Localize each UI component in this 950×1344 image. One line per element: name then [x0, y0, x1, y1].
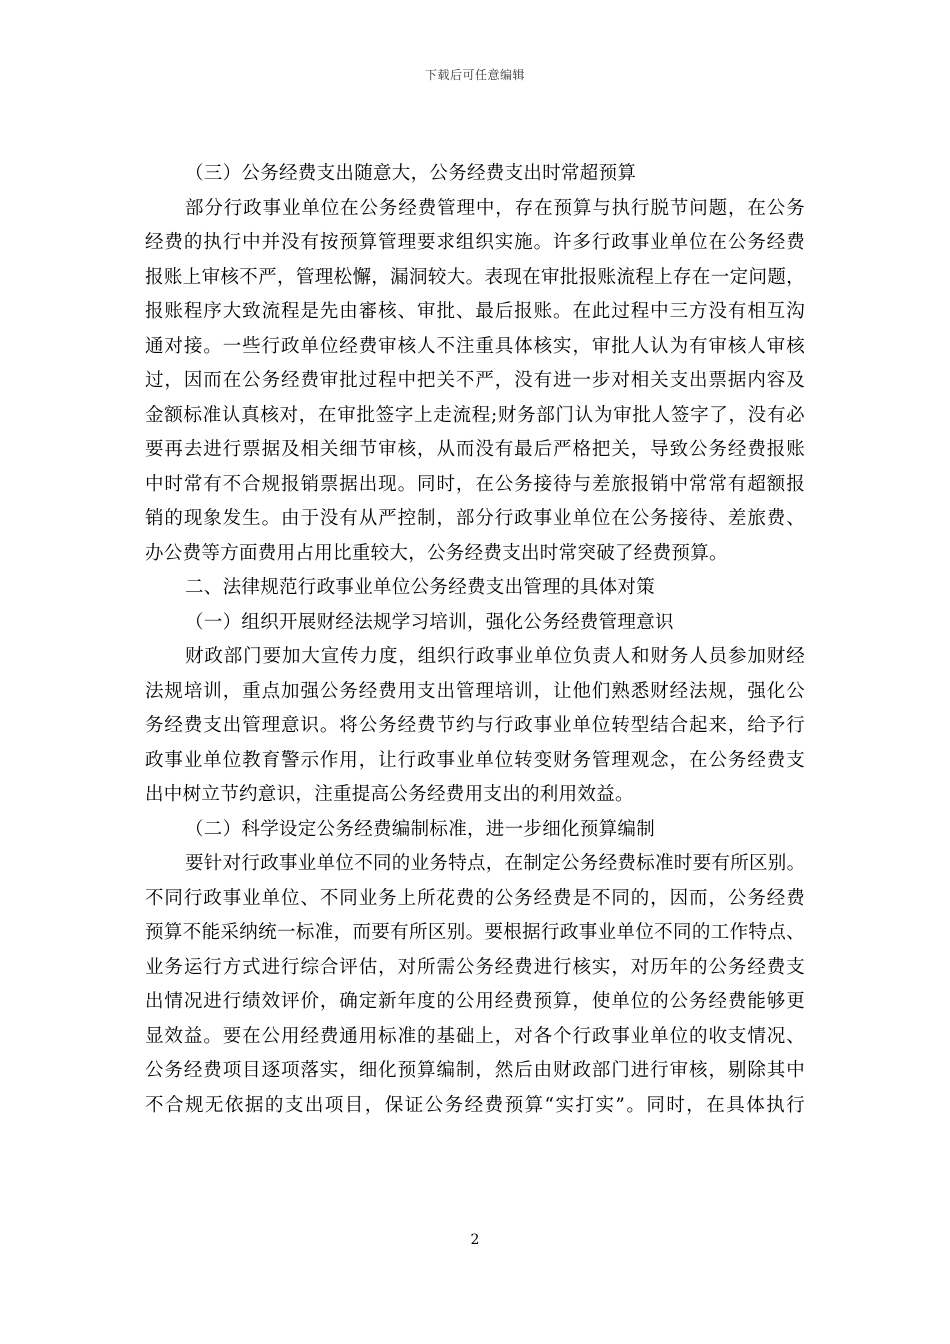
text-line: 不同行政事业单位、不同业务上所花费的公务经费是不同的，因而，公务经费	[145, 887, 805, 909]
text-line: 出中树立节约意识，注重提高公务经费用支出的利用效益。	[145, 784, 634, 805]
text-line: （一）组织开展财经法规学习培训，强化公务经费管理意识	[185, 611, 674, 633]
page-header: 下载后可任意编辑	[424, 68, 525, 82]
text-line: 销的现象发生。由于没有从严控制，部分行政事业单位在公务接待、差旅费、	[145, 508, 805, 529]
text-line: （二）科学设定公务经费编制标准，进一步细化预算编制	[185, 818, 656, 840]
text-line: 报账程序大致流程是先由審核、审批、最后报账。在此过程中三方没有相互沟	[145, 301, 805, 322]
text-line: 部分行政事业单位在公务经费管理中，存在预算与执行脱节问题，在公务	[185, 197, 805, 219]
text-line: 金额标准认真核对，在审批签字上走流程;财务部门认为审批人签字了，没有必	[145, 404, 805, 426]
text-line: 公务经费项目逐项落实，细化预算编制，然后由财政部门进行审核，剔除其中	[145, 1060, 805, 1081]
text-line: 预算不能采纳统一标准，而要有所区别。要根据行政事业单位不同的工作特点、	[145, 922, 805, 943]
text-line: 报账上审核不严，管理松懈，漏洞较大。表现在审批报账流程上存在一定问题，	[145, 266, 805, 288]
text-line: 二、法律规范行政事业单位公务经费支出管理的具体对策	[185, 577, 656, 598]
text-line: 不合规无依据的支出项目，保证公务经费预算“实打实”。同时，在具体执行	[145, 1094, 805, 1116]
text-line: 办公费等方面费用占用比重较大，公务经费支出时常突破了经费预算。	[145, 542, 728, 564]
text-line: 显效益。要在公用经费通用标准的基础上，对各个行政事业单位的收支情况、	[145, 1025, 805, 1047]
text-line: 要针对行政事业单位不同的业务特点，在制定公务经费标准时要有所区别。	[185, 853, 806, 874]
text-line: 业务运行方式进行综合评估，对所需公务经费进行核实，对历年的公务经费支	[145, 956, 805, 978]
text-line: 通对接。一些行政单位经费审核人不注重具体核实，审批人认为有审核人审核	[145, 335, 805, 357]
text-line: 政事业单位教育警示作用，让行政事业单位转变财务管理观念，在公务经费支	[145, 749, 805, 771]
text-line: 过，因而在公务经费审批过程中把关不严，没有进一步对相关支出票据内容及	[145, 370, 805, 391]
page-number: 2	[470, 1232, 480, 1248]
text-line: 务经费支出管理意识。将公务经费节约与行政事业单位转型结合起来，给予行	[145, 715, 805, 736]
text-line: （三）公务经费支出随意大，公务经费支出时常超预算	[185, 163, 637, 184]
text-line: 财政部门要加大宣传力度，组织行政事业单位负责人和财务人员参加财经	[185, 646, 805, 667]
text-line: 出情况进行绩效评价，确定新年度的公用经费预算，使单位的公务经费能够更	[145, 991, 805, 1012]
text-line: 要再去进行票据及相关细节审核，从而没有最后严格把关，导致公务经费报账	[145, 439, 805, 460]
body-text	[145, 157, 805, 1123]
text-line: 经费的执行中并没有按预算管理要求组织实施。许多行政事业单位在公务经费	[145, 232, 805, 253]
text-line: 法规培训，重点加强公务经费用支出管理培训，让他们熟悉财经法规，强化公	[145, 680, 805, 702]
text-line: 中时常有不合规报销票据出现。同时，在公务接待与差旅报销中常常有超额报	[145, 473, 805, 495]
